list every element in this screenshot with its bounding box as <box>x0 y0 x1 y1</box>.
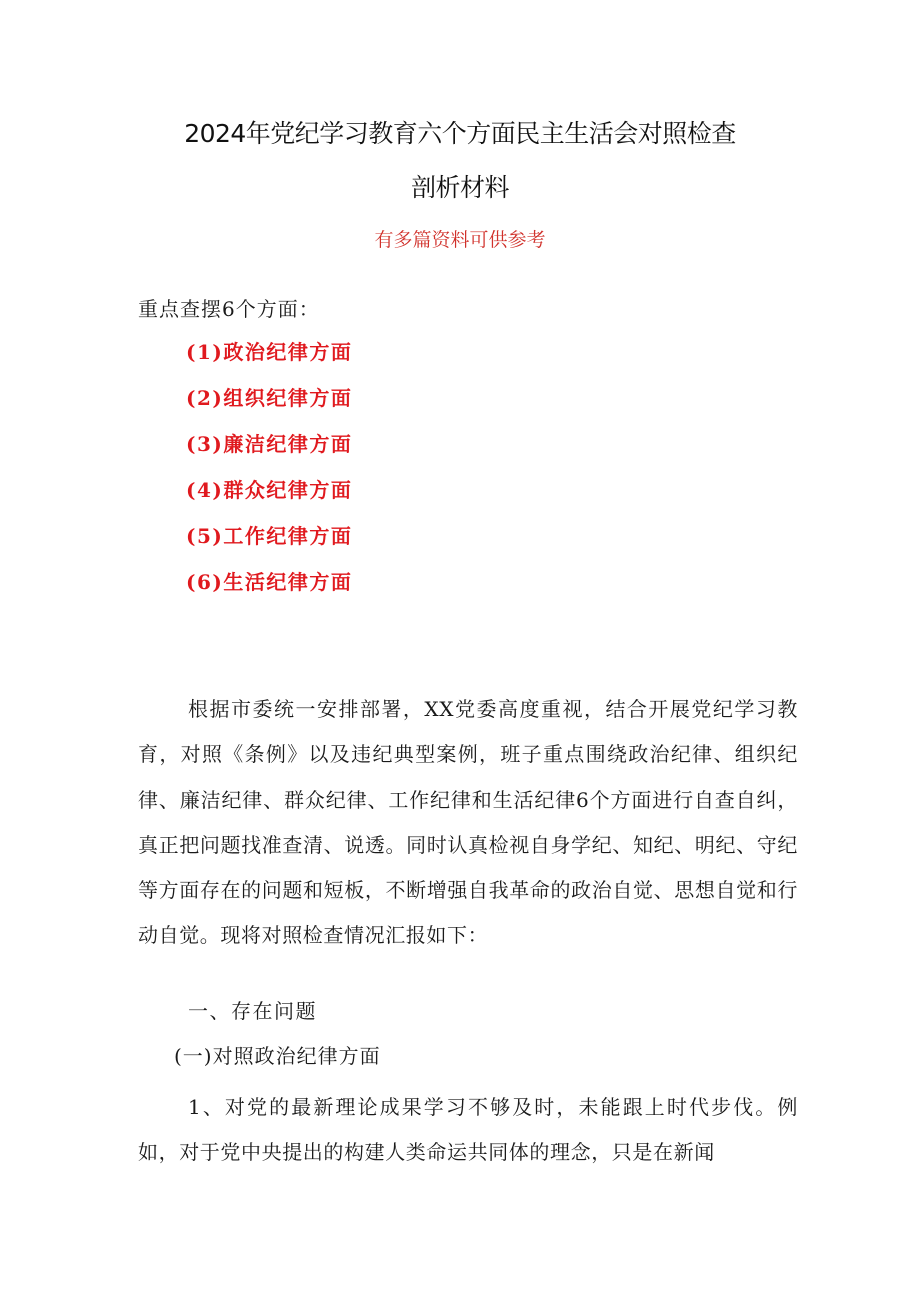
section-heading: 一、存在问题 <box>188 999 317 1023</box>
intro-paragraph: 根据市委统一安排部署，XX党委高度重视，结合开展党纪学习教育，对照《条例》以及违纪典型案例，班子重点围绕政治纪律、组织纪律、廉洁纪律、群众纪律、工作纪律和生活纪律6个方面进行自查自纠，真正把问题找准查清、说透。同时认真检视自身学纪、知纪、明纪、守纪等方面存在的问题和短板，不断增强自我革命的政治自觉、思想自觉和行动自觉。现将对照检查情况汇报如下： <box>138 697 798 948</box>
aspect-item-work: (5)工作纪律方面 <box>186 524 353 548</box>
document-title-line-2: 剖析材料 <box>410 173 509 202</box>
aspect-item-integrity: (3)廉洁纪律方面 <box>186 432 353 456</box>
document-title-line-1: 2024年党纪学习教育六个方面民主生活会对照检查 <box>184 119 736 148</box>
aspect-item-political: (1)政治纪律方面 <box>186 340 353 364</box>
aspect-item-life: (6)生活纪律方面 <box>186 570 353 594</box>
document-subtitle: 有多篇资料可供参考 <box>374 229 546 251</box>
point-paragraph-1: 1、对党的最新理论成果学习不够及时，未能跟上时代步伐。例如，对于党中央提出的构建人类命运共同体的理念，只是在新闻 <box>138 1095 798 1165</box>
aspect-list <box>186 336 352 612</box>
aspect-item-organizational: (2)组织纪律方面 <box>186 386 353 410</box>
aspect-item-mass: (4)群众纪律方面 <box>186 478 353 502</box>
subsection-heading: (一)对照政治纪律方面 <box>174 1044 381 1068</box>
aspects-intro: 重点查摆6个方面： <box>138 297 320 321</box>
